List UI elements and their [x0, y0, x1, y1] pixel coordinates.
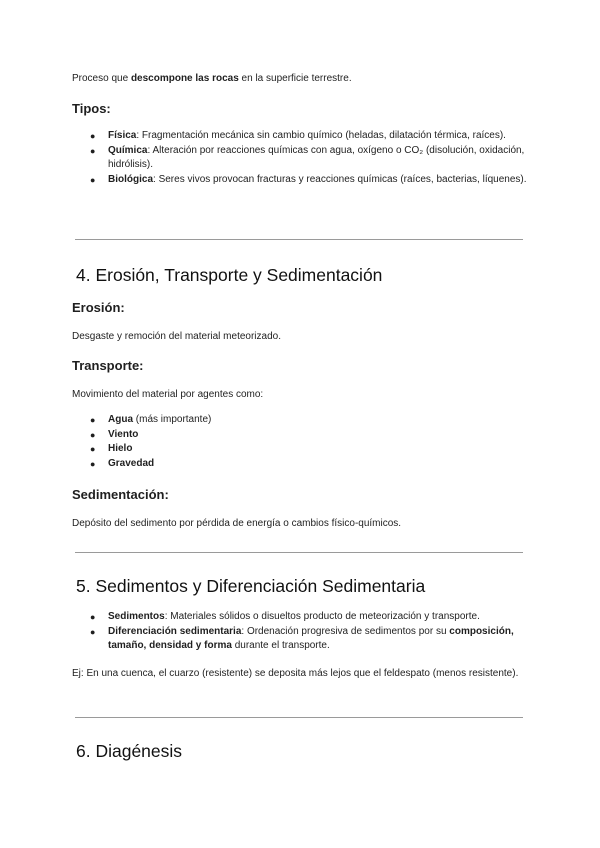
- item-term: Sedimentos: [108, 611, 165, 622]
- section5-title: 5. Sedimentos y Diferenciación Sedimentaria: [76, 576, 426, 596]
- item-text: : Materiales sólidos o disueltos producto de meteorización y transporte.: [164, 611, 480, 622]
- section6-title: 6. Diagénesis: [76, 741, 183, 761]
- item-bold: composición, tamaño, densidad y forma: [108, 625, 514, 652]
- bullet-icon: ●: [90, 458, 96, 469]
- list-item: [72, 144, 532, 173]
- bullet-icon: ●: [90, 131, 96, 141]
- bullet-icon: ●: [90, 626, 96, 637]
- list-item: [72, 413, 512, 428]
- section4-title: 4. Erosión, Transporte y Sedimentación: [76, 265, 383, 285]
- transporte-text: Movimiento del material por agentes como:: [72, 389, 264, 400]
- erosion-heading: Erosión:: [72, 300, 125, 315]
- item-text: : Seres vivos provocan fracturas y reacciones químicas (raíces, bacterias, líquenes).: [153, 173, 527, 185]
- example-text: Ej: En una cuenca, el cuarzo (resistente) se deposita más lejos que el feldespato (menos resistente).: [72, 668, 519, 679]
- list-item: [72, 428, 512, 443]
- item-text: : Fragmentación mecánica sin cambio químico (heladas, dilatación térmica, raíces).: [136, 130, 506, 141]
- tipos-heading: Tipos:: [72, 101, 111, 116]
- bullet-icon: ●: [90, 612, 96, 622]
- tipos-list: [72, 129, 532, 187]
- list-item: [72, 457, 512, 472]
- list-item: [72, 129, 532, 144]
- item-bold: Viento: [108, 428, 139, 440]
- horizontal-divider: [75, 239, 523, 240]
- transporte-heading: Transporte:: [72, 358, 144, 373]
- item-bold: Agua: [108, 414, 133, 425]
- intro-paragraph: [72, 71, 352, 86]
- sedimentacion-heading: Sedimentación:: [72, 487, 169, 502]
- bullet-icon: ●: [90, 429, 96, 440]
- item-text: : Alteración por reacciones químicas con agua, oxígeno o CO₂ (disolución, oxidación, hidrólisis).: [108, 144, 525, 171]
- list-item: [72, 625, 542, 654]
- item-text-tail: durante el transporte.: [231, 640, 330, 652]
- erosion-text: Desgaste y remoción del material meteorizado.: [72, 331, 281, 342]
- intro-pre: Proceso que: [72, 73, 131, 84]
- item-term: Química: [108, 144, 148, 156]
- item-text: : Ordenación progresiva de sedimentos por su: [241, 625, 450, 637]
- sedimentos-list: [72, 610, 542, 654]
- item-rest: (más importante): [133, 414, 212, 425]
- list-item: [72, 442, 512, 457]
- list-item: [72, 173, 532, 188]
- bullet-icon: ●: [90, 444, 96, 455]
- item-term: Diferenciación sedimentaria: [108, 625, 242, 637]
- sedimentacion-text: Depósito del sedimento por pérdida de energía o cambios físico-químicos.: [72, 518, 402, 529]
- intro-post: en la superficie terrestre.: [238, 73, 352, 84]
- bullet-icon: ●: [90, 145, 96, 156]
- list-item: [72, 610, 542, 625]
- horizontal-divider: [75, 552, 523, 553]
- intro-bold: descompone las rocas: [130, 73, 239, 84]
- item-term: Física: [108, 130, 137, 141]
- item-bold: Gravedad: [108, 457, 155, 469]
- bullet-icon: ●: [90, 174, 96, 185]
- item-bold: Hielo: [108, 443, 133, 455]
- bullet-icon: ●: [90, 415, 96, 425]
- item-term: Biológica: [108, 173, 154, 185]
- horizontal-divider: [75, 717, 523, 718]
- transporte-list: [72, 413, 512, 471]
